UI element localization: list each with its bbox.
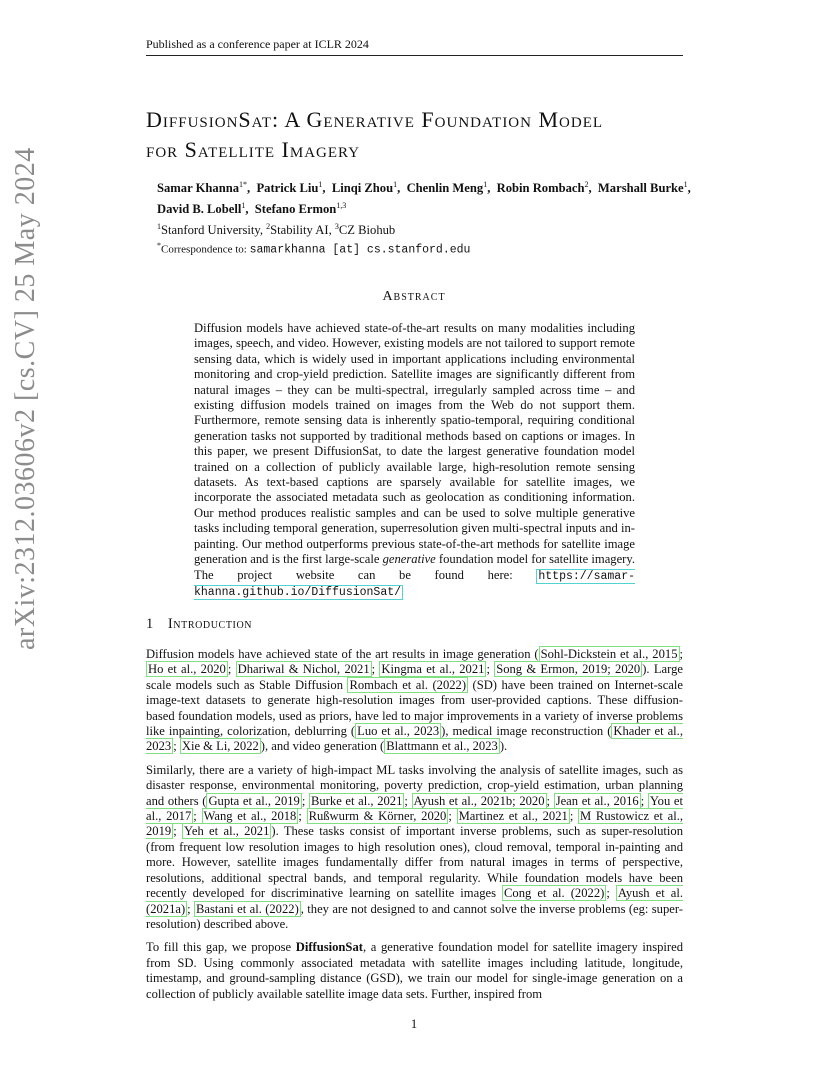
citation-link[interactable]: Kingma et al., 2021 <box>381 662 485 677</box>
text: , they are not designed to and cannot solve the inverse problems (eg: super-resolution) described above. <box>146 901 684 931</box>
title-line-2: for Satellite Imagery <box>146 137 361 162</box>
author-affil-marker: 1 <box>318 180 323 189</box>
correspondence-line <box>157 238 677 259</box>
correspondence-label: Correspondence to: <box>161 243 250 256</box>
text: , a generative foundation model for satellite imagery inspired from SD. Using commonly associated metadata with satellite images including latitude, longitude, timestamp, and ground-sampling distance (GSD), we train our model for single-image generation on a collection of publicly available satellite image data sets. Further, inspired from <box>146 940 683 1001</box>
affiliations <box>157 219 677 259</box>
affiliation: Stanford University, <box>161 223 267 238</box>
citation-link[interactable]: Ayush et al., 2021b; 2020 <box>413 793 545 808</box>
paper-title <box>146 105 706 165</box>
author-name: Patrick Liu <box>256 181 319 196</box>
paragraph: Similarly, there are a variety of high-impact ML tasks involving the analysis of satellite images, such as disaster response, environmental monitoring, poverty prediction, crop-yield estimation, urban planning and others ( Gupta et al., 2019 ; Burke et al., 2021 ; Ayush et al., 2021b; 2020 ; Jean et al., 2016 ; You et al., 2017 ; Wang et al., 2018 ; Rußwurm & Körner, 2020 ; Martinez et al., 2021 ; M Rustowicz et al., 2019 ; Yeh et al., 2021 ). These tasks consist of important inverse problems, such as super-resolution (from frequent low resolution images to high resolution ones), cloud removal, temporal in-painting and more. However, satellite images fundamentally differ from natural images in terms of perspective, resolutions, additional spectral bands, and temporal regularity. While foundation models have been recently developed for discriminative learning on satellite images Cong et al. (2022) ; Ayush et al. (2021a) ; Bastani et al. (2022) , they are not designed to and cannot solve the inverse problems (eg: super-resolution) described above. <box>146 762 684 931</box>
citation-link[interactable]: Luo et al., 2023 <box>357 724 440 739</box>
text: ). <box>499 739 508 754</box>
affiliation-line <box>157 219 677 238</box>
citation-link[interactable]: Bastani et al. (2022) <box>196 901 299 916</box>
paragraph: Diffusion models have achieved state of the art results in image generation ( Sohl-Dickstein et al., 2015 ; Ho et al., 2020 ; Dhariwal & Nichol, 2021 ; Kingma et al., 2021 ; Song & Ermon, 2019; 2020 ). Large scale models such as Stable Diffusion Rombach et al. (2022) (SD) have been trained on Internet-scale image-text datasets to generate high-resolution images from user-provided captions. These diffusion-based foundation models, used as priors, have led to major improvements in a variety of inverse problems like inpainting, colorization, deblurring ( Luo et al., 2023 ), medical image reconstruction ( Khader et al., 2023 ; Xie & Li, 2022 ), and video generation ( Blattmann et al., 2023 ). <box>146 647 683 754</box>
text: ), and video generation ( <box>260 739 385 754</box>
abstract-text-tail: foundation model for satellite imagery. The project website can be found here: <box>194 552 635 582</box>
citation-link[interactable]: Yeh et al., 2021 <box>184 824 270 839</box>
page-number: 1 <box>410 1017 418 1031</box>
author-affil-marker: 1 <box>483 180 488 189</box>
citation-link[interactable]: Rußwurm & Körner, 2020 <box>308 809 447 824</box>
text: ), medical image reconstruction ( <box>441 724 612 739</box>
author-affil-marker: 1 <box>683 180 688 189</box>
affil-marker: 1 <box>157 222 161 231</box>
author-name: Samar Khanna <box>157 181 240 196</box>
citation-link[interactable]: Cong et al. (2022) <box>504 886 605 901</box>
abstract-emphasis: generative <box>382 552 436 567</box>
citation-link[interactable]: Xie & Li, 2022 <box>181 739 259 754</box>
author-affil-marker: 1 <box>241 201 246 211</box>
author-name: Chenlin Meng <box>406 181 484 196</box>
citation-link[interactable]: Gupta et al., 2019 <box>208 793 300 808</box>
affiliation: CZ Biohub <box>338 223 396 238</box>
citation-link[interactable]: Rombach et al. (2022) <box>349 677 467 692</box>
abstract-body <box>194 321 635 600</box>
author-list: Samar Khanna$^{1*}$, Patrick Liu$^1$, Linqi Zhou$^1$, Chenlin Meng$^1$, Robin Rombach$^2$, Marshall Burke$^1$, David B. Lobell$^1$, Stefano Ermon$^{1,3}$ <box>157 180 694 217</box>
introduction-body <box>146 647 683 1010</box>
arxiv-side-stamp: arXiv:2312.03606v2 [cs.CV] 25 May 2024 <box>10 147 41 650</box>
section-heading <box>146 616 252 633</box>
author-affil-marker: 1,3 <box>336 201 347 211</box>
text: Similarly, there are a variety of high-impact ML tasks involving the analysis of satellite images, such as disaster response, environmental monitoring, poverty prediction, crop-yield estimation, urban planning and others ( <box>146 762 683 808</box>
text: To fill this gap, we propose <box>146 940 296 955</box>
author-name: Linqi Zhou <box>331 181 394 196</box>
paragraph <box>146 940 683 1002</box>
citation-link[interactable]: Dhariwal & Nichol, 2021 <box>237 662 370 677</box>
author-affil-marker: 1 <box>393 180 398 189</box>
author-name: Robin Rombach <box>496 181 585 196</box>
citation-link[interactable]: Blattmann et al., 2023 <box>386 739 498 754</box>
corr-marker: * <box>157 241 161 251</box>
text: ). Large scale models such as Stable Diffusion <box>146 662 683 692</box>
citation-link[interactable]: Wang et al., 2018 <box>203 809 297 824</box>
project-website-link[interactable]: https://samar-khanna.github.io/DiffusionSat/ <box>194 569 635 599</box>
abstract-text: Diffusion models have achieved state-of-the-art results on many modalities including images, speech, and video. However, existing models are not tailored to support remote sensing data, which is widely used in important applications including environmental monitoring and crop-yield prediction. Satellite images are significantly different from natural images – they can be multi-spectral, irregularly sampled across time – and existing diffusion models trained on images from the Web do not support them. Furthermore, remote sensing data is inherently spatio-temporal, requiring conditional generation tasks not supported by traditional methods based on captions or images. In this paper, we present DiffusionSat, to date the largest generative foundation model trained on a collection of publicly available large, high-resolution remote sensing datasets. As text-based captions are sparsely available for satellite images, we incorporate the associated metadata such as geolocation as conditioning information. Our method produces realistic samples and can be used to solve multiple generative tasks including temporal generation, superresolution given multi-spectral inputs and in-painting. Our method outperforms previous state-of-the-art methods for satellite image generation and is the first large-scale <box>194 321 635 567</box>
model-name: DiffusionSat <box>295 940 363 955</box>
abstract-heading: Abstract <box>382 289 446 304</box>
text: ). These tasks consist of important inverse problems, such as super-resolution (from frequent low resolution images to high resolution ones), cloud removal, temporal in-painting and more. However, satellite images fundamentally differ from natural images in terms of perspective, resolutions, additional spectral bands, and temporal regularity. While foundation models have been recently developed for discriminative learning on satellite images <box>146 824 683 901</box>
citation-link[interactable]: Jean et al., 2016 <box>555 793 639 808</box>
author-name: Marshall Burke <box>597 181 684 196</box>
citation-link[interactable]: Martinez et al., 2021 <box>458 809 568 824</box>
citation-link[interactable]: Song & Ermon, 2019; 2020 <box>496 662 641 677</box>
affiliation: Stability AI, <box>270 223 335 238</box>
citation-link[interactable]: Ho et al., 2020 <box>148 662 226 677</box>
author-affil-marker: 1* <box>239 180 248 189</box>
citation-link[interactable]: Ayush et al. (2021a) <box>146 886 684 916</box>
section-title: Introduction <box>167 616 253 632</box>
citation-link[interactable]: M Rustowicz et al., 2019 <box>146 809 683 839</box>
citation-link[interactable]: Burke et al., 2021 <box>311 793 403 808</box>
author-name: Stefano Ermon <box>254 202 337 217</box>
author-affil-marker: 2 <box>584 180 589 189</box>
citation-link[interactable]: You et al., 2017 <box>146 793 684 824</box>
affil-marker: 3 <box>334 222 339 231</box>
title-line-1: DiffusionSat: A Generative Foundation Model <box>146 107 604 132</box>
correspondence-email: samarkhanna [at] cs.stanford.edu <box>249 243 471 257</box>
text: Diffusion models have achieved state of the art results in image generation ( <box>146 647 539 661</box>
text: (SD) have been trained on Internet-scale image-text datasets to generate high-resolution images from user-provided captions. These diffusion-based foundation models, used as priors, have led to major improvements in a variety of inverse problems like inpainting, colorization, deblurring ( <box>146 677 683 739</box>
affil-marker: 2 <box>266 222 271 231</box>
citation-link[interactable]: Khader et al., 2023 <box>146 724 683 754</box>
author-name: David B. Lobell <box>157 202 242 217</box>
citation-link[interactable]: Sohl-Dickstein et al., 2015 <box>540 647 678 661</box>
running-header: Published as a conference paper at ICLR 2024 <box>146 37 683 56</box>
section-number: 1 <box>146 616 154 632</box>
